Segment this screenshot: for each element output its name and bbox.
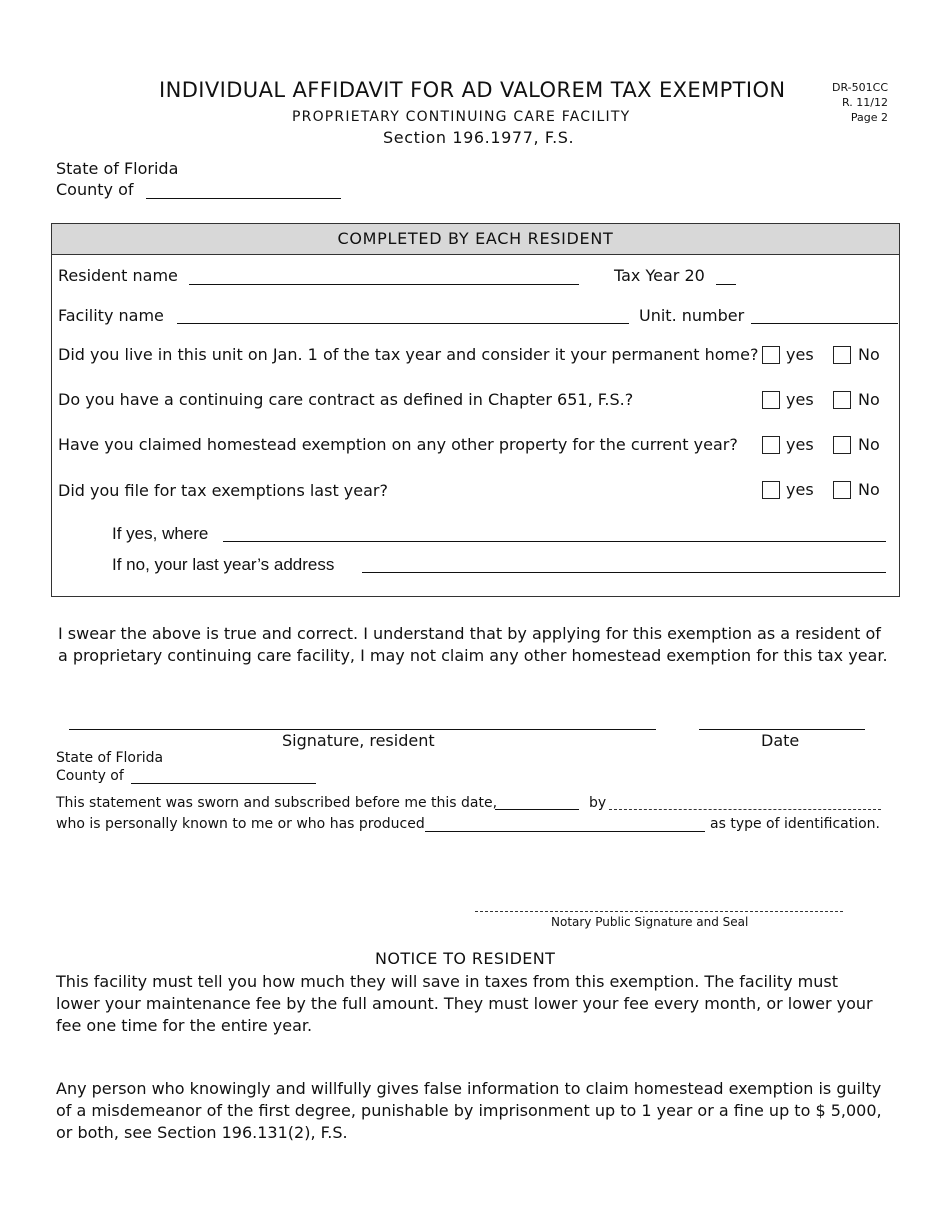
notary-county-label: County of <box>56 768 124 784</box>
q1-no-label: No <box>858 345 880 364</box>
notice-p1-line-1: This facility must tell you how much they will save in taxes from this exemption. The facility must <box>56 972 839 991</box>
notary-state-label: State of Florida <box>56 750 164 766</box>
if-yes-label: If yes, where <box>112 524 209 543</box>
known-text: who is personally known to me or who has produced <box>56 816 425 832</box>
q1-yes-checkbox[interactable] <box>762 346 780 364</box>
notice-heading: NOTICE TO RESIDENT <box>375 949 556 968</box>
county-field[interactable] <box>146 198 341 199</box>
notary-county-field[interactable] <box>131 783 316 784</box>
q1-no-checkbox[interactable] <box>833 346 851 364</box>
if-yes-field[interactable] <box>223 541 886 542</box>
by-label: by <box>589 795 607 811</box>
date-label: Date <box>761 731 800 750</box>
form-title: INDIVIDUAL AFFIDAVIT FOR AD VALOREM TAX EXEMPTION <box>159 78 786 102</box>
tax-year-field[interactable] <box>716 284 736 285</box>
question-2: Do you have a continuing care contract as defined in Chapter 651, F.S.? <box>58 390 634 409</box>
q3-no-label: No <box>858 435 880 454</box>
q3-yes-label: yes <box>786 435 814 454</box>
notary-signature-label: Notary Public Signature and Seal <box>551 915 749 929</box>
oath-line-1: I swear the above is true and correct. I understand that by applying for this exemption as a resident of <box>58 624 881 643</box>
q1-yes-label: yes <box>786 345 814 364</box>
q2-no-label: No <box>858 390 880 409</box>
form-statute: Section 196.1977, F.S. <box>383 128 575 147</box>
resident-name-field[interactable] <box>189 284 579 285</box>
unit-number-field[interactable] <box>751 323 898 324</box>
notary-signature-field[interactable] <box>475 911 843 912</box>
question-1: Did you live in this unit on Jan. 1 of the tax year and consider it your permanent home? <box>58 345 759 364</box>
sworn-date-field[interactable] <box>495 809 579 810</box>
if-no-label: If no, your last year’s address <box>112 555 335 574</box>
q2-no-checkbox[interactable] <box>833 391 851 409</box>
facility-name-field[interactable] <box>177 323 629 324</box>
if-no-field[interactable] <box>362 572 886 573</box>
question-3: Have you claimed homestead exemption on any other property for the current year? <box>58 435 738 454</box>
q4-no-label: No <box>858 480 880 499</box>
q4-yes-checkbox[interactable] <box>762 481 780 499</box>
notice-p1-line-2: lower your maintenance fee by the full amount. They must lower your fee every month, or lower your <box>56 994 873 1013</box>
form-subtitle: PROPRIETARY CONTINUING CARE FACILITY <box>292 109 631 125</box>
identification-field[interactable] <box>425 831 705 832</box>
signature-field[interactable] <box>69 729 656 730</box>
notice-p2-line-3: or both, see Section 196.131(2), F.S. <box>56 1123 348 1142</box>
unit-number-label: Unit. number <box>639 306 745 325</box>
oath-line-2: a proprietary continuing care facility, I may not claim any other homestead exemption for this tax year. <box>58 646 888 665</box>
tax-year-label: Tax Year 20 <box>614 266 705 285</box>
q3-yes-checkbox[interactable] <box>762 436 780 454</box>
notice-p2-line-1: Any person who knowingly and willfully gives false information to claim homestead exemption is guilty <box>56 1079 882 1098</box>
q3-no-checkbox[interactable] <box>833 436 851 454</box>
notice-paragraph-2 <box>56 1078 882 1144</box>
notice-p1-line-3: fee one time for the entire year. <box>56 1016 313 1035</box>
id-suffix: as type of identification. <box>710 816 880 832</box>
form-page: Page 2 <box>850 111 888 124</box>
form-revision: R. 11/12 <box>842 96 888 109</box>
notice-paragraph-1 <box>56 971 873 1037</box>
q2-yes-label: yes <box>786 390 814 409</box>
q2-yes-checkbox[interactable] <box>762 391 780 409</box>
q4-no-checkbox[interactable] <box>833 481 851 499</box>
state-label: State of Florida <box>56 159 179 178</box>
resident-name-label: Resident name <box>58 266 178 285</box>
resident-section-heading: COMPLETED BY EACH RESIDENT <box>52 224 899 255</box>
form-code: DR-501CC <box>832 81 888 94</box>
date-field[interactable] <box>699 729 865 730</box>
sworn-by-field[interactable] <box>609 809 881 810</box>
signature-label: Signature, resident <box>282 731 435 750</box>
question-4: Did you file for tax exemptions last year? <box>58 481 388 500</box>
q4-yes-label: yes <box>786 480 814 499</box>
notice-p2-line-2: of a misdemeanor of the first degree, punishable by imprisonment up to 1 year or a fine up to $ 5,000, <box>56 1101 882 1120</box>
facility-name-label: Facility name <box>58 306 164 325</box>
county-label: County of <box>56 180 134 199</box>
sworn-text: This statement was sworn and subscribed before me this date, <box>56 795 498 811</box>
form-code-block <box>832 80 888 125</box>
